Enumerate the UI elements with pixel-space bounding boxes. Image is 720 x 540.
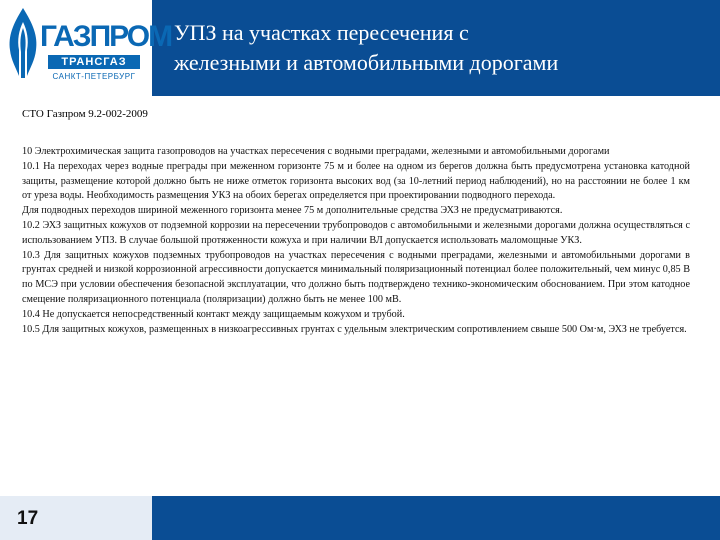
paragraph: 10.5 Для защитных кожухов, размещенных в низкоагрессивных грунтах с удельным электрическим сопротивлением свыше 500 Ом·м, ЭХЗ не требуется. bbox=[22, 323, 687, 335]
body-text bbox=[22, 145, 690, 337]
logo-wordmark: ГАЗПРОМ bbox=[40, 20, 172, 53]
standard-reference: СТО Газпром 9.2-002-2009 bbox=[22, 108, 148, 120]
paragraph: 10.3 Для защитных кожухов подземных трубопроводов на участках пересечения с водными преградами, железными и автомобильными дорогами в грунтах средней и низкой коррозионной агрессивности допускается минимальный поляризационный потенциал более положительный, чем минус 0,85 В по МСЭ при условии обеспечения безопасной эксплуатации, что должно быть подтверждено технико-экономическим обоснованием. При этом катодное смещение поляризационного потенциала (поляризации) должно быть не менее 100 мВ. bbox=[22, 249, 690, 305]
slide-title bbox=[174, 18, 558, 78]
paragraph: 10.1 На переходах через водные преграды при меженном горизонте 75 м и более на одном из берегов должна быть предусмотрена установка катодной защиты, размещение которой должно быть не ниже отметок горизонта высоких вод (за 10-летний период наблюдений), но на расстоянии не более 1 км от уреза воды. Необходимость размещения УКЗ на обоих берегах определяется при проектировании подводного перехода. bbox=[22, 160, 690, 202]
slide-title-line-1: УПЗ на участках пересечения с bbox=[174, 20, 469, 45]
footer-bar bbox=[152, 496, 720, 540]
slide-title-line-2: железными и автомобильными дорогами bbox=[174, 50, 559, 75]
gazprom-logo bbox=[0, 0, 172, 96]
slide-footer bbox=[0, 496, 720, 540]
title-bar bbox=[152, 0, 720, 96]
paragraph: 10.4 Не допускается непосредственный контакт между защищаемым кожухом и трубой. bbox=[22, 308, 405, 320]
logo-subsidiary: ТРАНСГАЗ bbox=[48, 55, 140, 69]
paragraph: 10 Электрохимическая защита газопроводов на участках пересечения с водными преградами, железными и автомобильными дорогами bbox=[22, 146, 610, 157]
slide-header bbox=[0, 0, 720, 96]
paragraph: Для подводных переходов шириной меженного горизонта менее 75 м дополнительные средства ЭХЗ не предусматриваются. bbox=[22, 205, 563, 217]
logo-city: САНКТ-ПЕТЕРБУРГ bbox=[52, 72, 136, 81]
page-number: 17 bbox=[17, 508, 39, 529]
paragraph: 10.2 ЭХЗ защитных кожухов от подземной коррозии на пересечении трубопроводов с автомобильными и железными дорогами должна осуществляться с использованием УПЗ. В случае большой протяженности кожуха и при наличии ВЛ допускается использовать маломощные УКЗ. bbox=[22, 219, 690, 246]
page-number-box bbox=[0, 496, 152, 540]
flame-icon bbox=[6, 6, 40, 80]
